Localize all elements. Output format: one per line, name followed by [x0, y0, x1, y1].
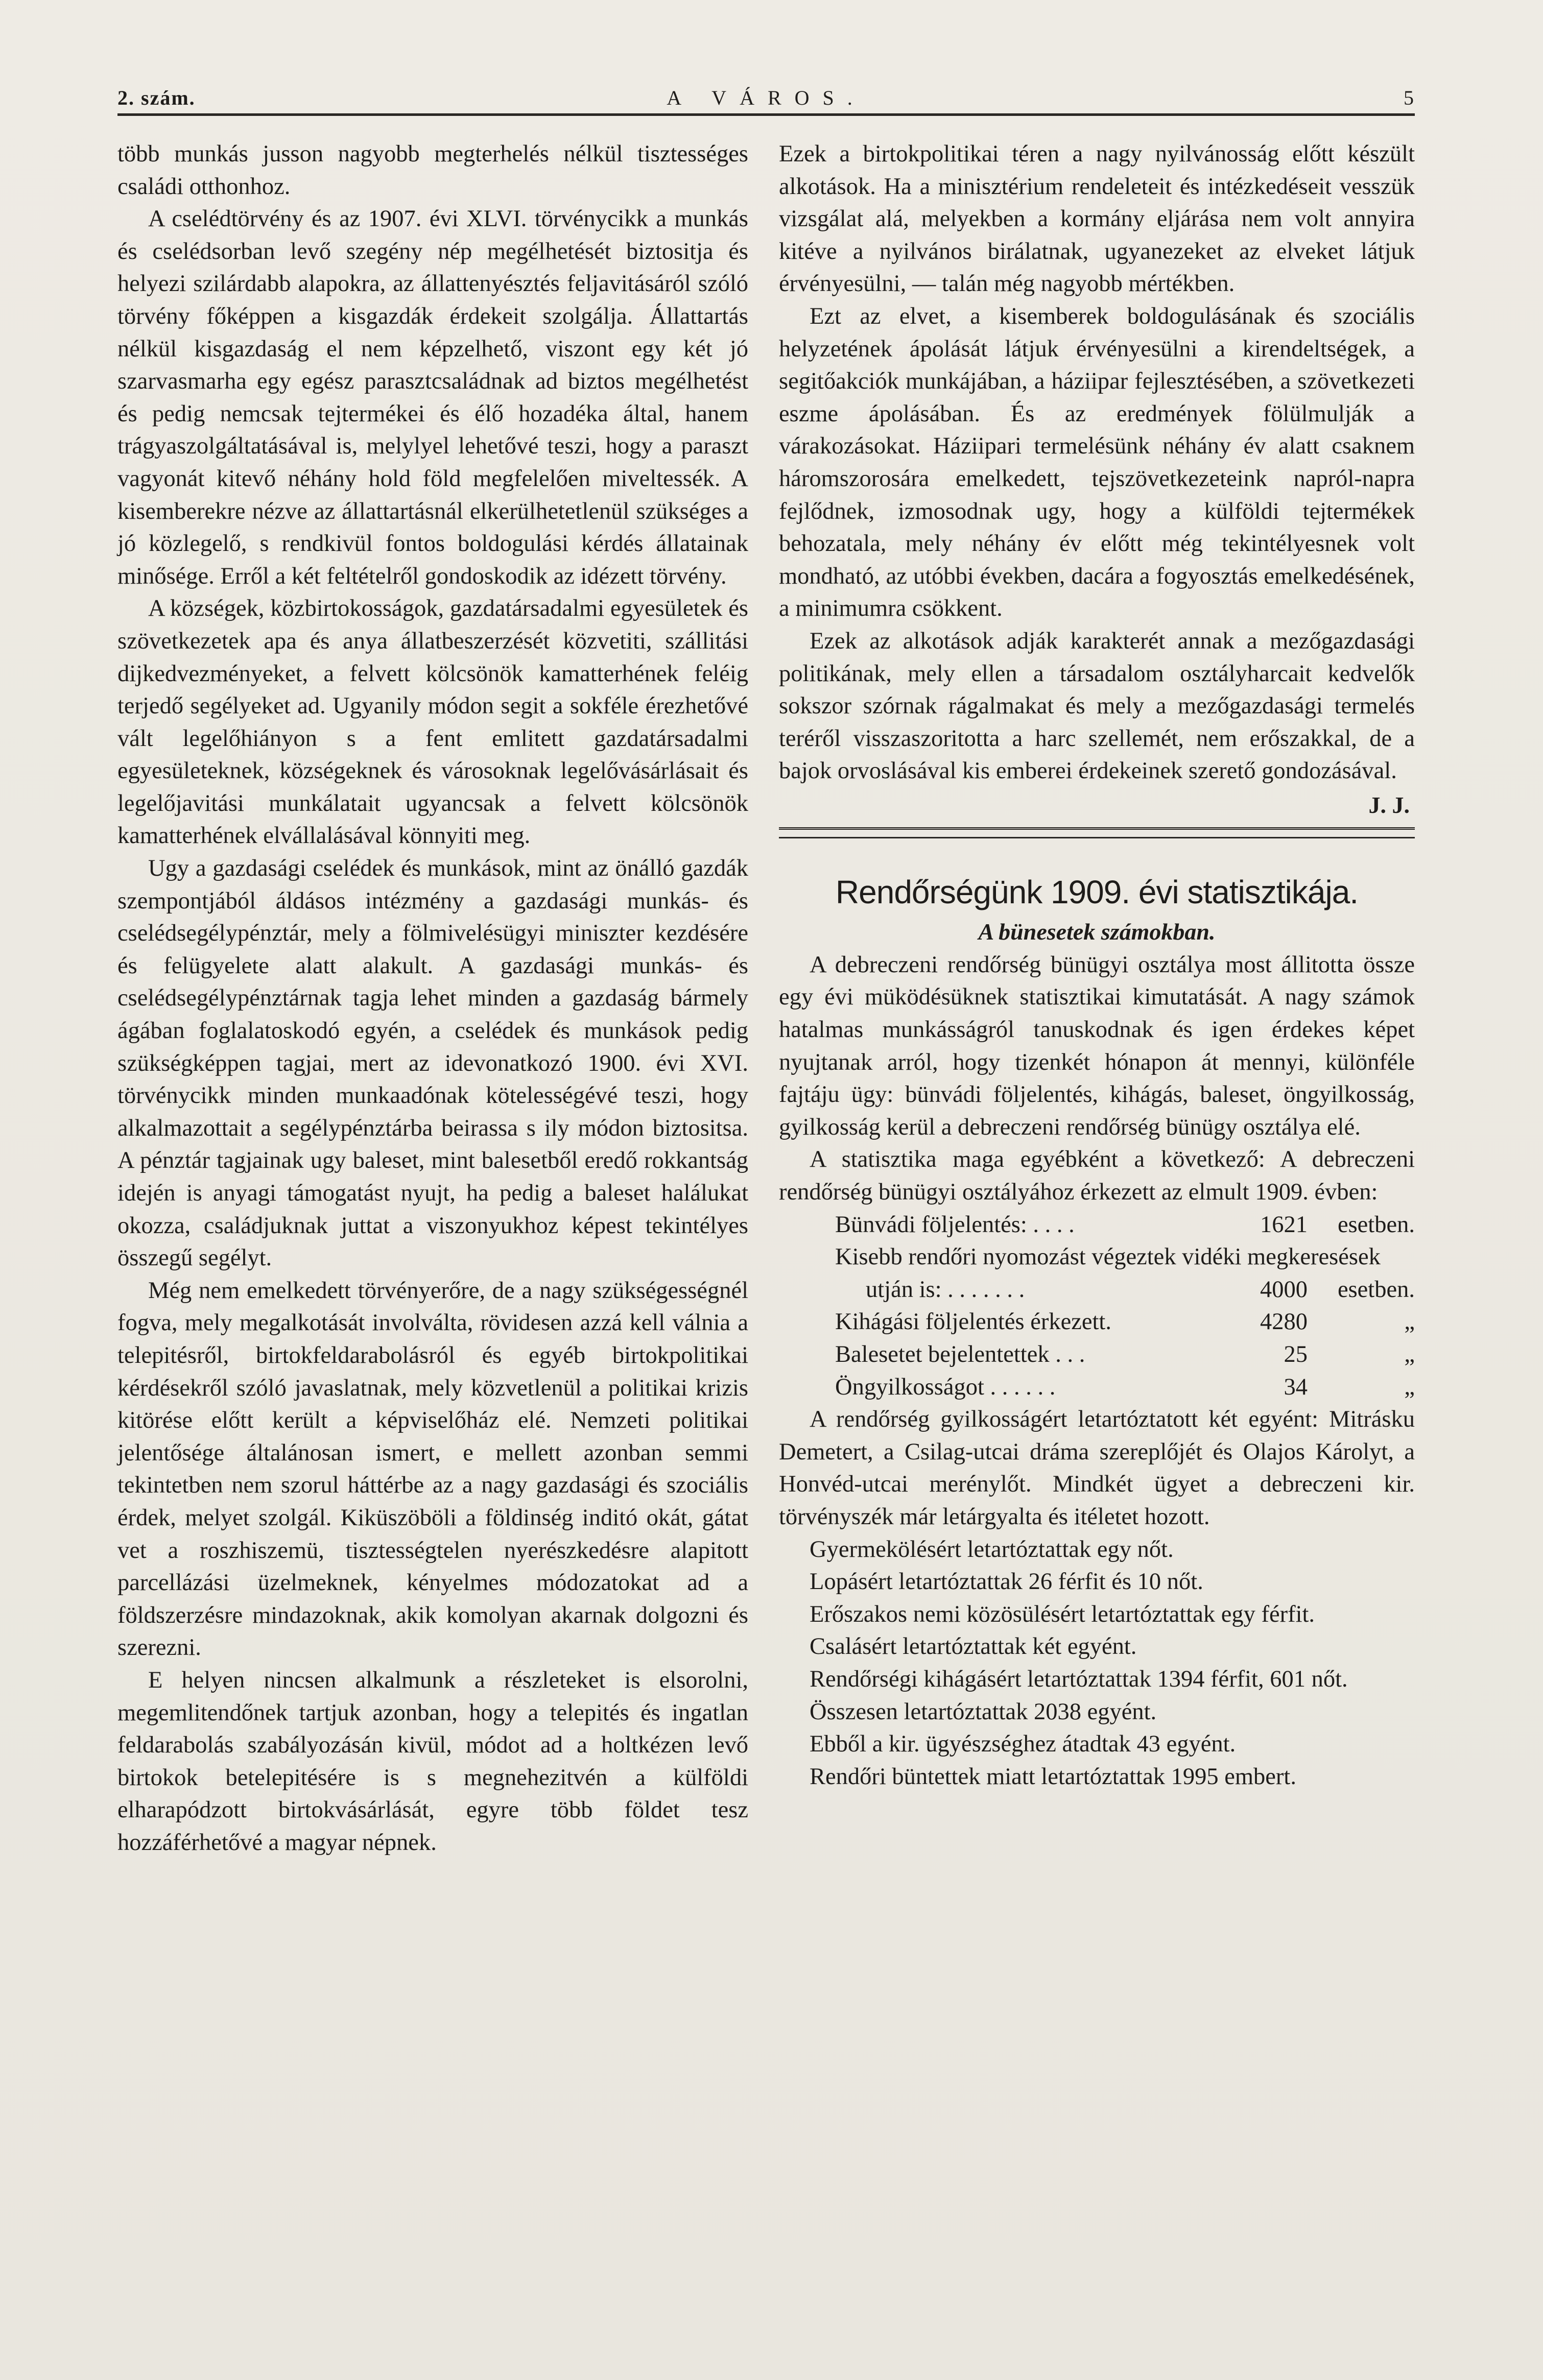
- stat-unit: „: [1404, 1341, 1415, 1367]
- stat-row: [779, 1338, 1415, 1371]
- page-header: [117, 82, 1415, 117]
- stat-label: Öngyilkosságot . . . . . .: [835, 1374, 1056, 1400]
- paragraph: Ezek a birtokpolitikai téren a nagy nyilvánosság előtt készült alkotások. Ha a minisztérium rendeleteit és intézkedéseit vesszük vizsgálat alá, melyekben a kormány eljárása nem volt annyira kitéve a nyilvános birálatnak, ugyanezeket az elveket látjuk érvényesülni, — talán még nagyobb mértékben.: [779, 141, 1415, 297]
- stat-unit: esetben.: [1337, 1276, 1415, 1303]
- article-subtitle: A bünesetek számokban.: [978, 918, 1216, 945]
- right-column: [779, 138, 1415, 1793]
- stat-label: utján is: . . . . . . .: [866, 1276, 1025, 1303]
- stat-unit: esetben.: [1337, 1211, 1415, 1238]
- stat-label: Kisebb rendőri nyomozást végeztek vidéki megkeresések: [835, 1244, 1381, 1270]
- stat-label: Bünvádi följelentés: . . . .: [835, 1211, 1075, 1238]
- stat-row: [779, 1241, 1415, 1273]
- stat-label: Kihágási följelentés érkezett.: [835, 1309, 1111, 1335]
- stat-label: Balesetet bejelentettek . . .: [835, 1341, 1085, 1367]
- stat-value: 34: [1284, 1374, 1308, 1400]
- paragraph: Rendőrségi kihágásért letartóztattak 1394 férfit, 601 nőt.: [810, 1666, 1348, 1692]
- paragraph: A községek, közbirtokosságok, gazdatársadalmi egyesületek és szövetkezetek apa és anya állatbeszerzését közvetiti, szállitási dijkedvezményeket, a felvett kölcsönök kamatterhének feléig terjedő segélyeket ad. Ugyanily módon segit a sokféle érezhetővé vált legelőhiányon s a fent emlitett gazdatársadalmi egyesületeknek, községeknek és városoknak legelővásárlásait és legelőjavitási munkálatait ugyancsak a felvett kölcsönök kamatterhének elvállalásával könnyiti meg.: [117, 595, 748, 849]
- paragraph: E helyen nincsen alkalmunk a részleteket is elsorolni, megemlitendőnek tartjuk azonban, hogy a telepités és ingatlan feldarabolás szabályozásán kivül, módot ad a holtkézen levő birtokok betelepitésére is s megnehezitvén a külföldi elharapódzott birtokvásárlását, egyre több földet tesz hozzáférhetővé a magyar népnek.: [117, 1667, 748, 1856]
- paragraph: A statisztika maga egyébként a következő: A debreczeni rendőrség bünügyi osztályához érkezett az elmult 1909. évben:: [779, 1146, 1415, 1206]
- stat-row: [779, 1209, 1415, 1241]
- section-divider: [779, 827, 1415, 838]
- stat-value: 1621: [1260, 1211, 1308, 1238]
- article-title: Rendőrségünk 1909. évi statisztikája.: [835, 873, 1359, 910]
- paragraph: több munkás jusson nagyobb megterhelés nélkül tisztességes családi otthonhoz.: [117, 141, 748, 200]
- paragraph: Ezek az alkotások adják karakterét annak a mezőgazdasági politikának, mely ellen a társadalom osztályharcait kedvelők sokszor szórnak rágalmakat és mely a mezőgazdasági termelés teréről visszaszoritotta a harc szellemét, nem erőszakkal, de a bajok orvoslásával kis emberei érdekeinek szerető gondozásával.: [779, 628, 1415, 784]
- paragraph: Erőszakos nemi közösülésért letartóztattak egy férfit.: [810, 1601, 1315, 1627]
- paragraph: Csalásért letartóztattak két egyént.: [810, 1633, 1137, 1660]
- paragraph: A rendőrség gyilkosságért letartóztatott két egyént: Mitrásku Demetert, a Csilag-utcai dráma szereplőjét és Olajos Károlyt, a Honvéd-utcai merénylőt. Mindkét ügyet a debreczeni kir. törvényszék már letárgyalta és itéletet hozott.: [779, 1406, 1415, 1530]
- paragraph: Ezt az elvet, a kisemberek boldogulásának és szociális helyzetének ápolását látjuk érvényesülni a kirendeltségek, a segitőakciók munkájában, a háziipar fejlesztésében, a szövetkezeti eszme ápolásában. És az eredmények fölülmulják a várakozásokat. Háziipari termelésünk néhány év alatt csaknem háromszorosára emelkedett, tejszövetkezeteink napról-napra fejlődnek, izmosodnak ugy, hogy a külföldi tejtermékek behozatala, mely néhány év előtt még tekintélyesnek volt mondható, az utóbbi években, dacára a fogyosztás emelkedésének, a minimumra csökkent.: [779, 303, 1415, 622]
- stat-unit: „: [1404, 1309, 1415, 1335]
- stat-value: 25: [1284, 1341, 1308, 1367]
- paragraph: Ugy a gazdasági cselédek és munkások, mint az önálló gazdák szempontjából áldásos intézmény a gazdasági munkás- és cselédsegélypénztár, mely a fölmivelésügyi miniszter kezdésére és felügyelete alatt alakult. A gazdasági munkás- és cselédsegélypénztárnak tagja lehet minden a gazdaság bármely ágában foglalatoskodó egyén, a cselédek és munkások pedig szükségképpen tagjai, mert az idevonatkozó 1900. évi XVI. törvénycikk minden munkaadónak kötelességévé teszi, hogy alkalmazottait a segélypénztárba beirassa s ily módon biztositsa. A pénztár tagjainak ugy baleset, mint balesetből eredő rokkantság idején is anyagi támogatást nyujt, ha pedig a baleset halálukat okozza, családjuknak juttat a viszonyukhoz képest tekintélyes összegű segélyt.: [117, 855, 748, 1271]
- paragraph: Lopásért letartóztattak 26 férfit és 10 nőt.: [810, 1569, 1203, 1595]
- issue-number: 2. szám.: [117, 86, 196, 109]
- header-rule: [117, 113, 1415, 116]
- paragraph: Még nem emelkedett törvényerőre, de a nagy szükségességnél fogva, mely megalkotását involválta, rövidesen azzá kell válnia a telepitésről, birtokfeldarabolásról és egyéb birtokpolitikai kérdésekről szóló javaslatnak, mely közvetlenül a politikai krizis kitörése előtt került a képviselőház elé. Nemzeti politikai jelentősége általánosan ismert, e mellett azonban semmi tekintetben nem szorul háttérbe az a nagy gazdasági és szociális érdek, melyet szolgál. Kiküszöböli a földinség inditó okát, gátat vet a roszhiszemü, tisztességtelen nyerészkedésre alapitott parcellázási üzelmeknek, kényelmes módozatokat ad a földszerzésre mindazoknak, akik komolyan akarnak dolgozni és szerezni.: [117, 1277, 748, 1661]
- stat-row: [779, 1273, 1415, 1306]
- author-signature: J. J.: [1368, 791, 1410, 818]
- stat-value: 4280: [1260, 1309, 1308, 1335]
- stat-value: 4000: [1260, 1276, 1308, 1303]
- page-number: 5: [1404, 86, 1415, 109]
- stat-unit: „: [1404, 1374, 1415, 1400]
- paragraph: A cselédtörvény és az 1907. évi XLVI. törvénycikk a munkás és cselédsorban levő szegény nép megélhetését biztositja és helyezi szilárdabb alapokra, az állattenyésztés feljavitásáról szóló törvény főképpen a kisgazdák érdekeit szolgálja. Állattartás nélkül kisgazdaság el nem képzelhető, viszont egy két jó szarvasmarha egy egész parasztcsaládnak ad biztos megélhetést és pedig nemcsak tejtermékei és élő hozadéka által, hanem trágyaszolgáltatásával is, melylyel lehetővé teszi, hogy a paraszt vagyonát kitevő néhány hold föld megfelelően miveltessék. A kisemberekre nézve az állattartásnál elkerülhetetlenül szükséges a jó közlegelő, s rendkivül fontos boldogulási kérdés állatainak minősége. Erről a két feltételről gondoskodik az idézett törvény.: [117, 206, 748, 589]
- left-column: [117, 138, 748, 1859]
- paragraph: Rendőri büntettek miatt letartóztattak 1995 embert.: [810, 1763, 1296, 1790]
- paragraph: Gyermekölésért letartóztattak egy nőt.: [810, 1536, 1174, 1562]
- paragraph: A debreczeni rendőrség bünügyi osztálya most állitotta össze egy évi müködésüknek statisztikai kimutatását. A nagy számok hatalmas munkásságról tanuskodnak és igen érdekes képet nyujtanak arról, hogy tizenkét hónapon át mennyi, különféle fajtáju ügy: bünvádi följelentés, kihágás, baleset, öngyilkosság, gyilkosság kerül a debreczeni rendőrség bünügy osztálya elé.: [779, 951, 1415, 1140]
- paragraph: Ebből a kir. ügyészséghez átadtak 43 egyént.: [810, 1731, 1236, 1758]
- statistics-table: [779, 1209, 1415, 1404]
- stat-row: [779, 1371, 1415, 1404]
- stat-row: [779, 1306, 1415, 1338]
- paragraph: Összesen letartóztattak 2038 egyént.: [810, 1698, 1157, 1725]
- newspaper-title: A VÁROS.: [667, 86, 866, 109]
